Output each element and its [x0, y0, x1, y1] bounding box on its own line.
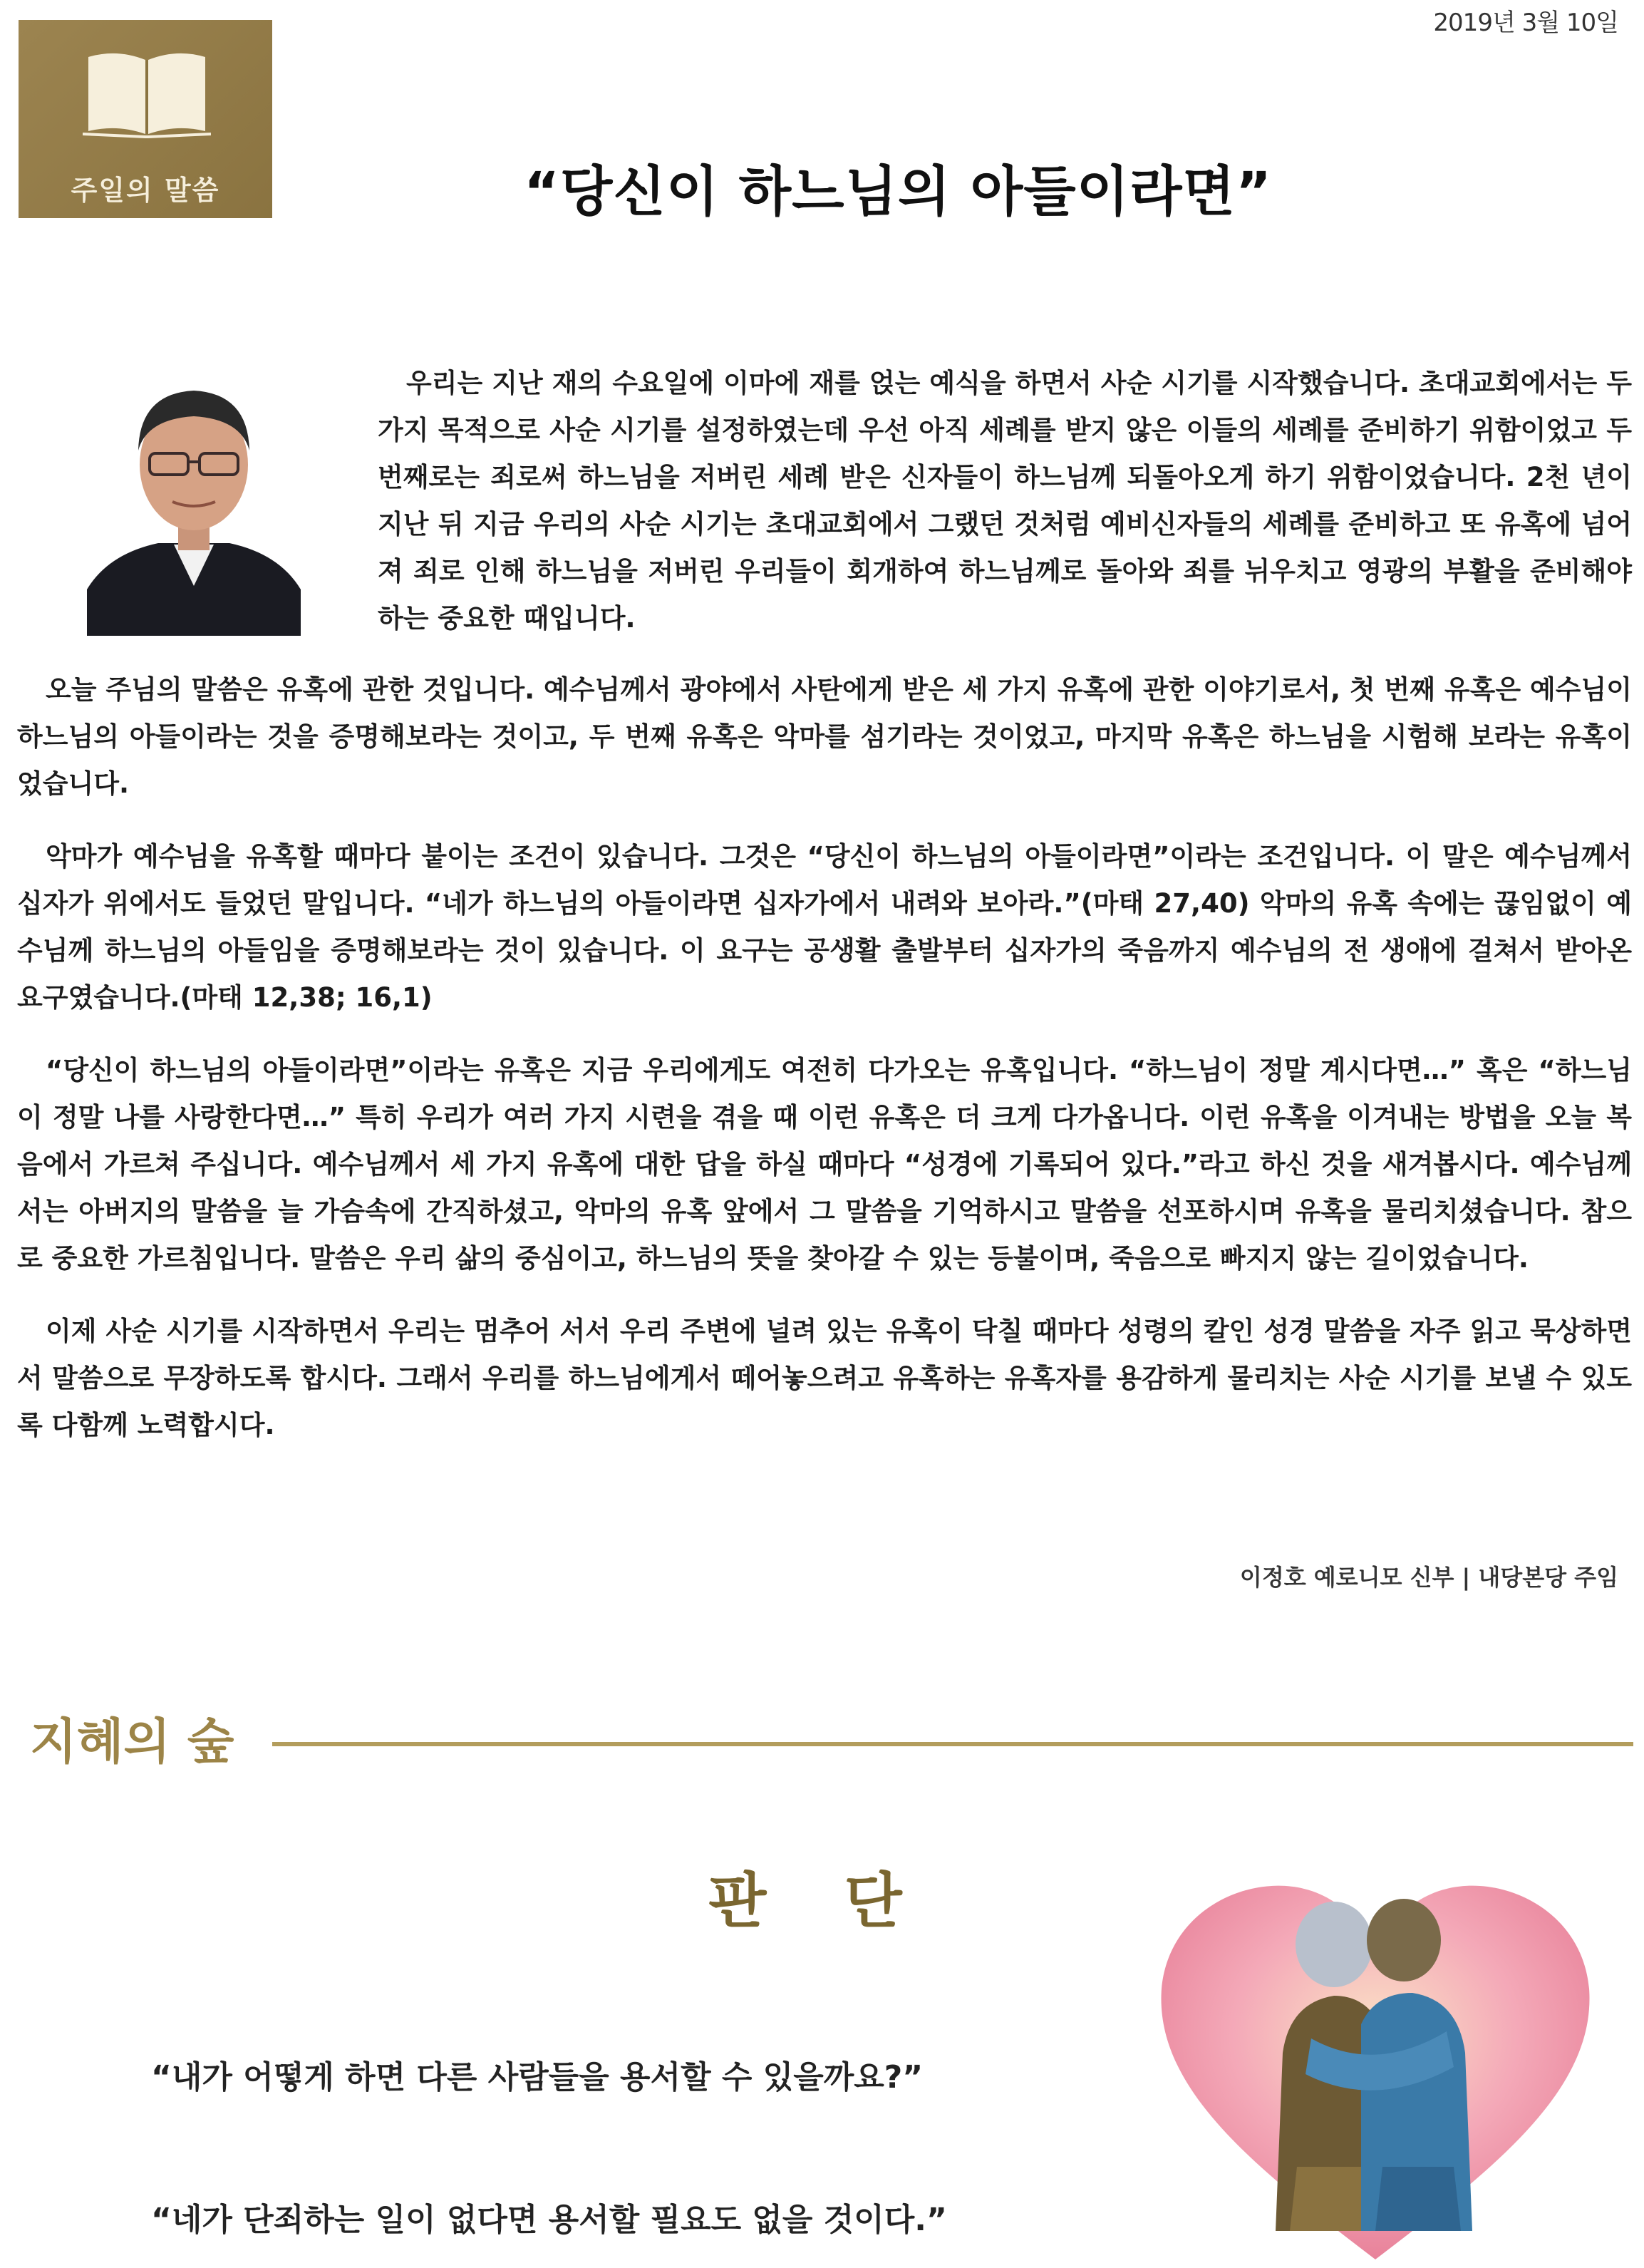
- wisdom-quote: “내가 어떻게 하면 다른 사람들을 용서할 수 있을까요?”: [151, 2059, 924, 2096]
- wisdom-quote: “네가 단죄하는 일이 없다면 용서할 필요도 없을 것이다.”: [151, 2202, 947, 2238]
- article-paragraph: 이제 사순 시기를 시작하면서 우리는 멈추어 서서 우리 주변에 널려 있는 유혹이 닥칠 때마다 성령의 칼인 성경 말씀을 자주 읽고 묵상하면서 말씀으로 무장하도록 합시다. 그래서 우리를 하느님에게서 떼어놓으려고 유혹하는 유혹자를 용감하게 물리치는 사순 시기를 보낼 수 있도록 다함께 노력합시다.: [17, 1316, 1632, 1440]
- open-book-icon: [83, 50, 211, 138]
- article-intro: [378, 360, 1632, 642]
- article-paragraph: “당신이 하느님의 아들이라면”이라는 유혹은 지금 우리에게도 여전히 다가오는 유혹입니다. “하느님이 정말 계시다면…” 혹은 “하느님이 정말 나를 사랑한다면…” 특히 우리가 여러 가지 시련을 겪을 때 이런 유혹은 더 크게 다가옵니다. 이런 유혹을 이겨내는 방법을 오늘 복음에서 가르쳐 주십니다. 예수님께서 세 가지 유혹에 대한 답을 하실 때마다 “성경에 기록되어 있다.”라고 하신 것을 새겨봅시다. 예수님께서는 아버지의 말씀을 늘 가슴속에 간직하셨고, 악마의 유혹 앞에서 그 말씀을 기억하시고 말씀을 선포하시며 유혹을 물리치셨습니다. 참으로 중요한 가르침입니다. 말씀은 우리 삶의 중심이고, 하느님의 뜻을 찾아갈 수 있는 등불이며, 죽음으로 빠지지 않는 길이었습니다.: [17, 1055, 1632, 1274]
- author-signature: 이정호 예로니모 신부 | 내당본당 주임: [1239, 1564, 1618, 1591]
- issue-date: 2019년 3월 10일: [1433, 9, 1618, 37]
- article-body: [17, 666, 1632, 1449]
- wisdom-section-header: [30, 1703, 1633, 1768]
- article-paragraph: 오늘 주님의 말씀은 유혹에 관한 것입니다. 예수님께서 광야에서 사탄에게 받은 세 가지 유혹에 관한 이야기로서, 첫 번째 유혹은 예수님이 하느님의 아들이라는 것을 증명해보라는 것이고, 두 번째 유혹은 악마를 섬기라는 것이었고, 마지막 유혹은 하느님을 시험해 보라는 유혹이었습니다.: [17, 674, 1632, 799]
- article-paragraph: 우리는 지난 재의 수요일에 이마에 재를 얹는 예식을 하면서 사순 시기를 시작했습니다. 초대교회에서는 두 가지 목적으로 사순 시기를 설정하였는데 우선 아직 세례를 받지 않은 이들의 세례를 준비하기 위함이었고 두 번째로는 죄로써 하느님을 저버린 세례 받은 신자들이 하느님께 되돌아오게 하기 위함이었습니다. 2천 년이 지난 뒤 지금 우리의 사순 시기는 초대교회에서 그랬던 것처럼 예비신자들의 세례를 준비하고 또 유혹에 넘어져 죄로 인해 하느님을 저버린 우리들이 회개하여 하느님께로 돌아와 죄를 뉘우치고 영광의 부활을 준비해야 하는 중요한 때입니다.: [378, 368, 1632, 634]
- article-paragraph: 악마가 예수님을 유혹할 때마다 붙이는 조건이 있습니다. 그것은 “당신이 하느님의 아들이라면”이라는 조건입니다. 이 말은 예수님께서 십자가 위에서도 들었던 말입니다. “네가 하느님의 아들이라면 십자가에서 내려와 보아라.”(마태 27,40) 악마의 유혹 속에는 끊임없이 예수님께 하느님의 아들임을 증명해보라는 것이 있습니다. 이 요구는 공생활 출발부터 십자가의 죽음까지 예수님의 전 생애에 걸쳐서 받아온 요구였습니다.(마태 12,38; 16,1): [17, 841, 1632, 1013]
- author-portrait: [80, 351, 308, 636]
- heart-embrace-illustration: [1147, 1860, 1603, 2268]
- logo-label: 주일의 말씀: [71, 175, 220, 206]
- section-divider: [272, 1742, 1633, 1746]
- section-title: 지혜의 숲: [30, 1714, 234, 1770]
- wisdom-title: 판 단: [708, 1866, 931, 1936]
- page-title: “당신이 하느님의 아들이라면”: [524, 160, 1272, 223]
- section-logo: [19, 20, 272, 218]
